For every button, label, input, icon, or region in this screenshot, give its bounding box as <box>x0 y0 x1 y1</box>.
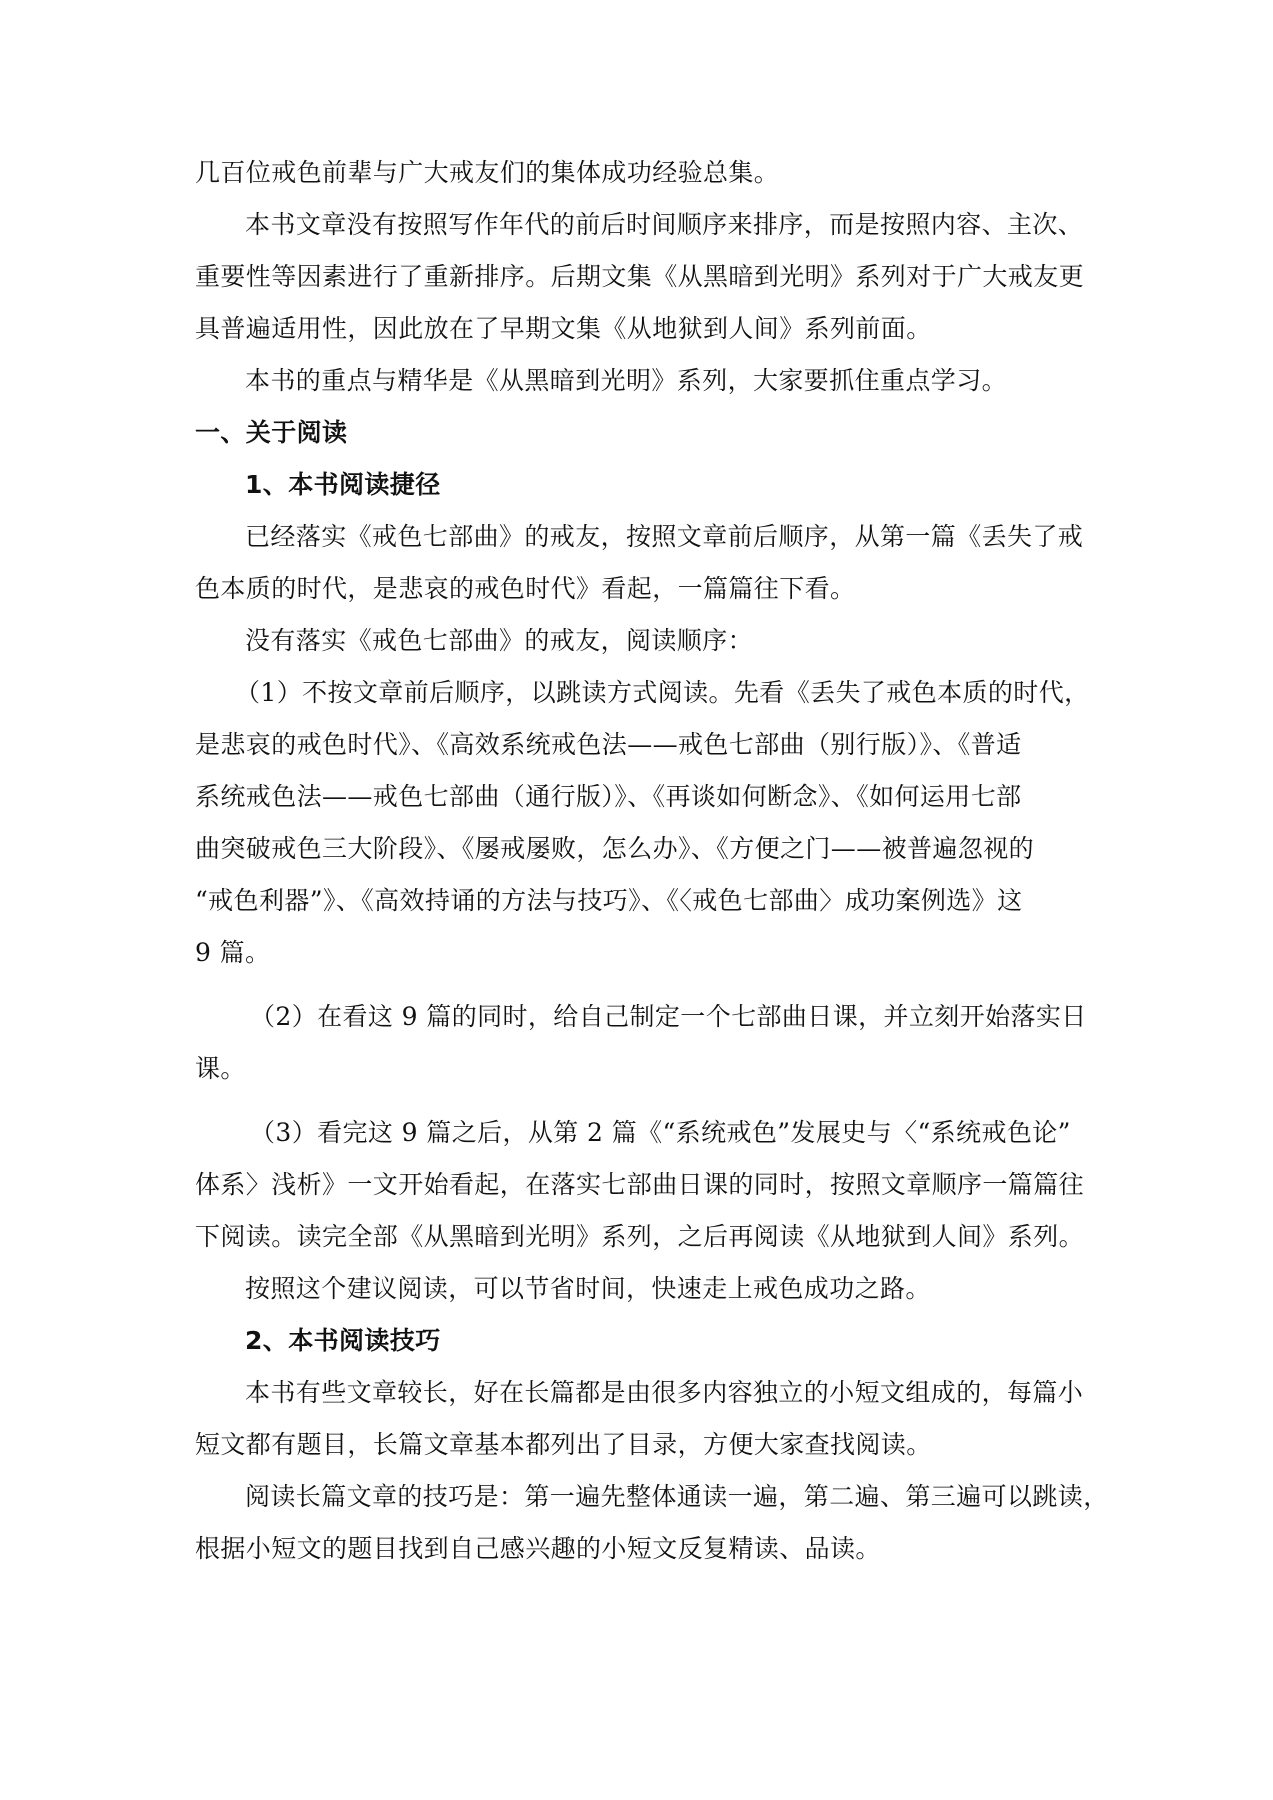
list-item-line: 下阅读。读完全部《从黑暗到光明》系列，之后再阅读《从地狱到人间》系列。 <box>195 1222 1085 1251</box>
paragraph-line: 没有落实《戒色七部曲》的戒友，阅读顺序： <box>245 626 754 655</box>
paragraph-line: 几百位戒色前辈与广大戒友们的集体成功经验总集。 <box>195 158 780 187</box>
paragraph-line: 短文都有题目，长篇文章基本都列出了目录，方便大家查找阅读。 <box>195 1430 932 1459</box>
list-item-line: 课。 <box>195 1054 246 1083</box>
paragraph-line: 色本质的时代，是悲哀的戒色时代》看起，一篇篇往下看。 <box>195 574 856 603</box>
list-item-line: 系统戒色法——戒色七部曲（通行版）》、《再谈如何断念》、《如何运用七部 <box>195 782 1022 811</box>
list-item-line: 是悲哀的戒色时代》、《高效系统戒色法——戒色七部曲（别行版）》、《普适 <box>195 730 1022 759</box>
paragraph-line: 已经落实《戒色七部曲》的戒友，按照文章前后顺序，从第一篇《丢失了戒 <box>245 522 1084 551</box>
subsection-heading: 2、本书阅读技巧 <box>245 1326 441 1355</box>
paragraph-line: 本书有些文章较长，好在长篇都是由很多内容独立的小短文组成的，每篇小 <box>245 1378 1084 1407</box>
list-item-line: 体系〉浅析》一文开始看起，在落实七部曲日课的同时，按照文章顺序一篇篇往 <box>195 1170 1085 1199</box>
list-item-line: （3）看完这 9 篇之后，从第 2 篇《“系统戒色”发展史与〈“系统戒色论” <box>250 1118 1071 1147</box>
paragraph-line: 重要性等因素进行了重新排序。后期文集《从黑暗到光明》系列对于广大戒友更 <box>195 262 1085 291</box>
paragraph-line: 按照这个建议阅读，可以节省时间，快速走上戒色成功之路。 <box>245 1274 931 1303</box>
paragraph-line: 本书文章没有按照写作年代的前后时间顺序来排序，而是按照内容、主次、 <box>245 210 1084 239</box>
paragraph-line: 阅读长篇文章的技巧是：第一遍先整体通读一遍，第二遍、第三遍可以跳读， <box>245 1482 1109 1511</box>
list-item-line: （1）不按文章前后顺序，以跳读方式阅读。先看《丢失了戒色本质的时代， <box>235 678 1090 707</box>
list-item-line: 曲突破戒色三大阶段》、《屡戒屡败，怎么办》、《方便之门——被普遍忽视的 <box>195 834 1035 863</box>
list-item-line: “戒色利器”》、《高效持诵的方法与技巧》、《〈戒色七部曲〉成功案例选》这 <box>195 886 1023 915</box>
paragraph-line: 根据小短文的题目找到自己感兴趣的小短文反复精读、品读。 <box>195 1534 881 1563</box>
subsection-heading: 1、本书阅读捷径 <box>245 470 441 499</box>
section-heading: 一、关于阅读 <box>195 418 348 447</box>
paragraph-line: 本书的重点与精华是《从黑暗到光明》系列，大家要抓住重点学习。 <box>245 366 1008 395</box>
paragraph-line: 具普遍适用性，因此放在了早期文集《从地狱到人间》系列前面。 <box>195 314 932 343</box>
list-item-line: 9 篇。 <box>195 938 271 967</box>
list-item-line: （2）在看这 9 篇的同时，给自己制定一个七部曲日课，并立刻开始落实日 <box>250 1002 1087 1031</box>
